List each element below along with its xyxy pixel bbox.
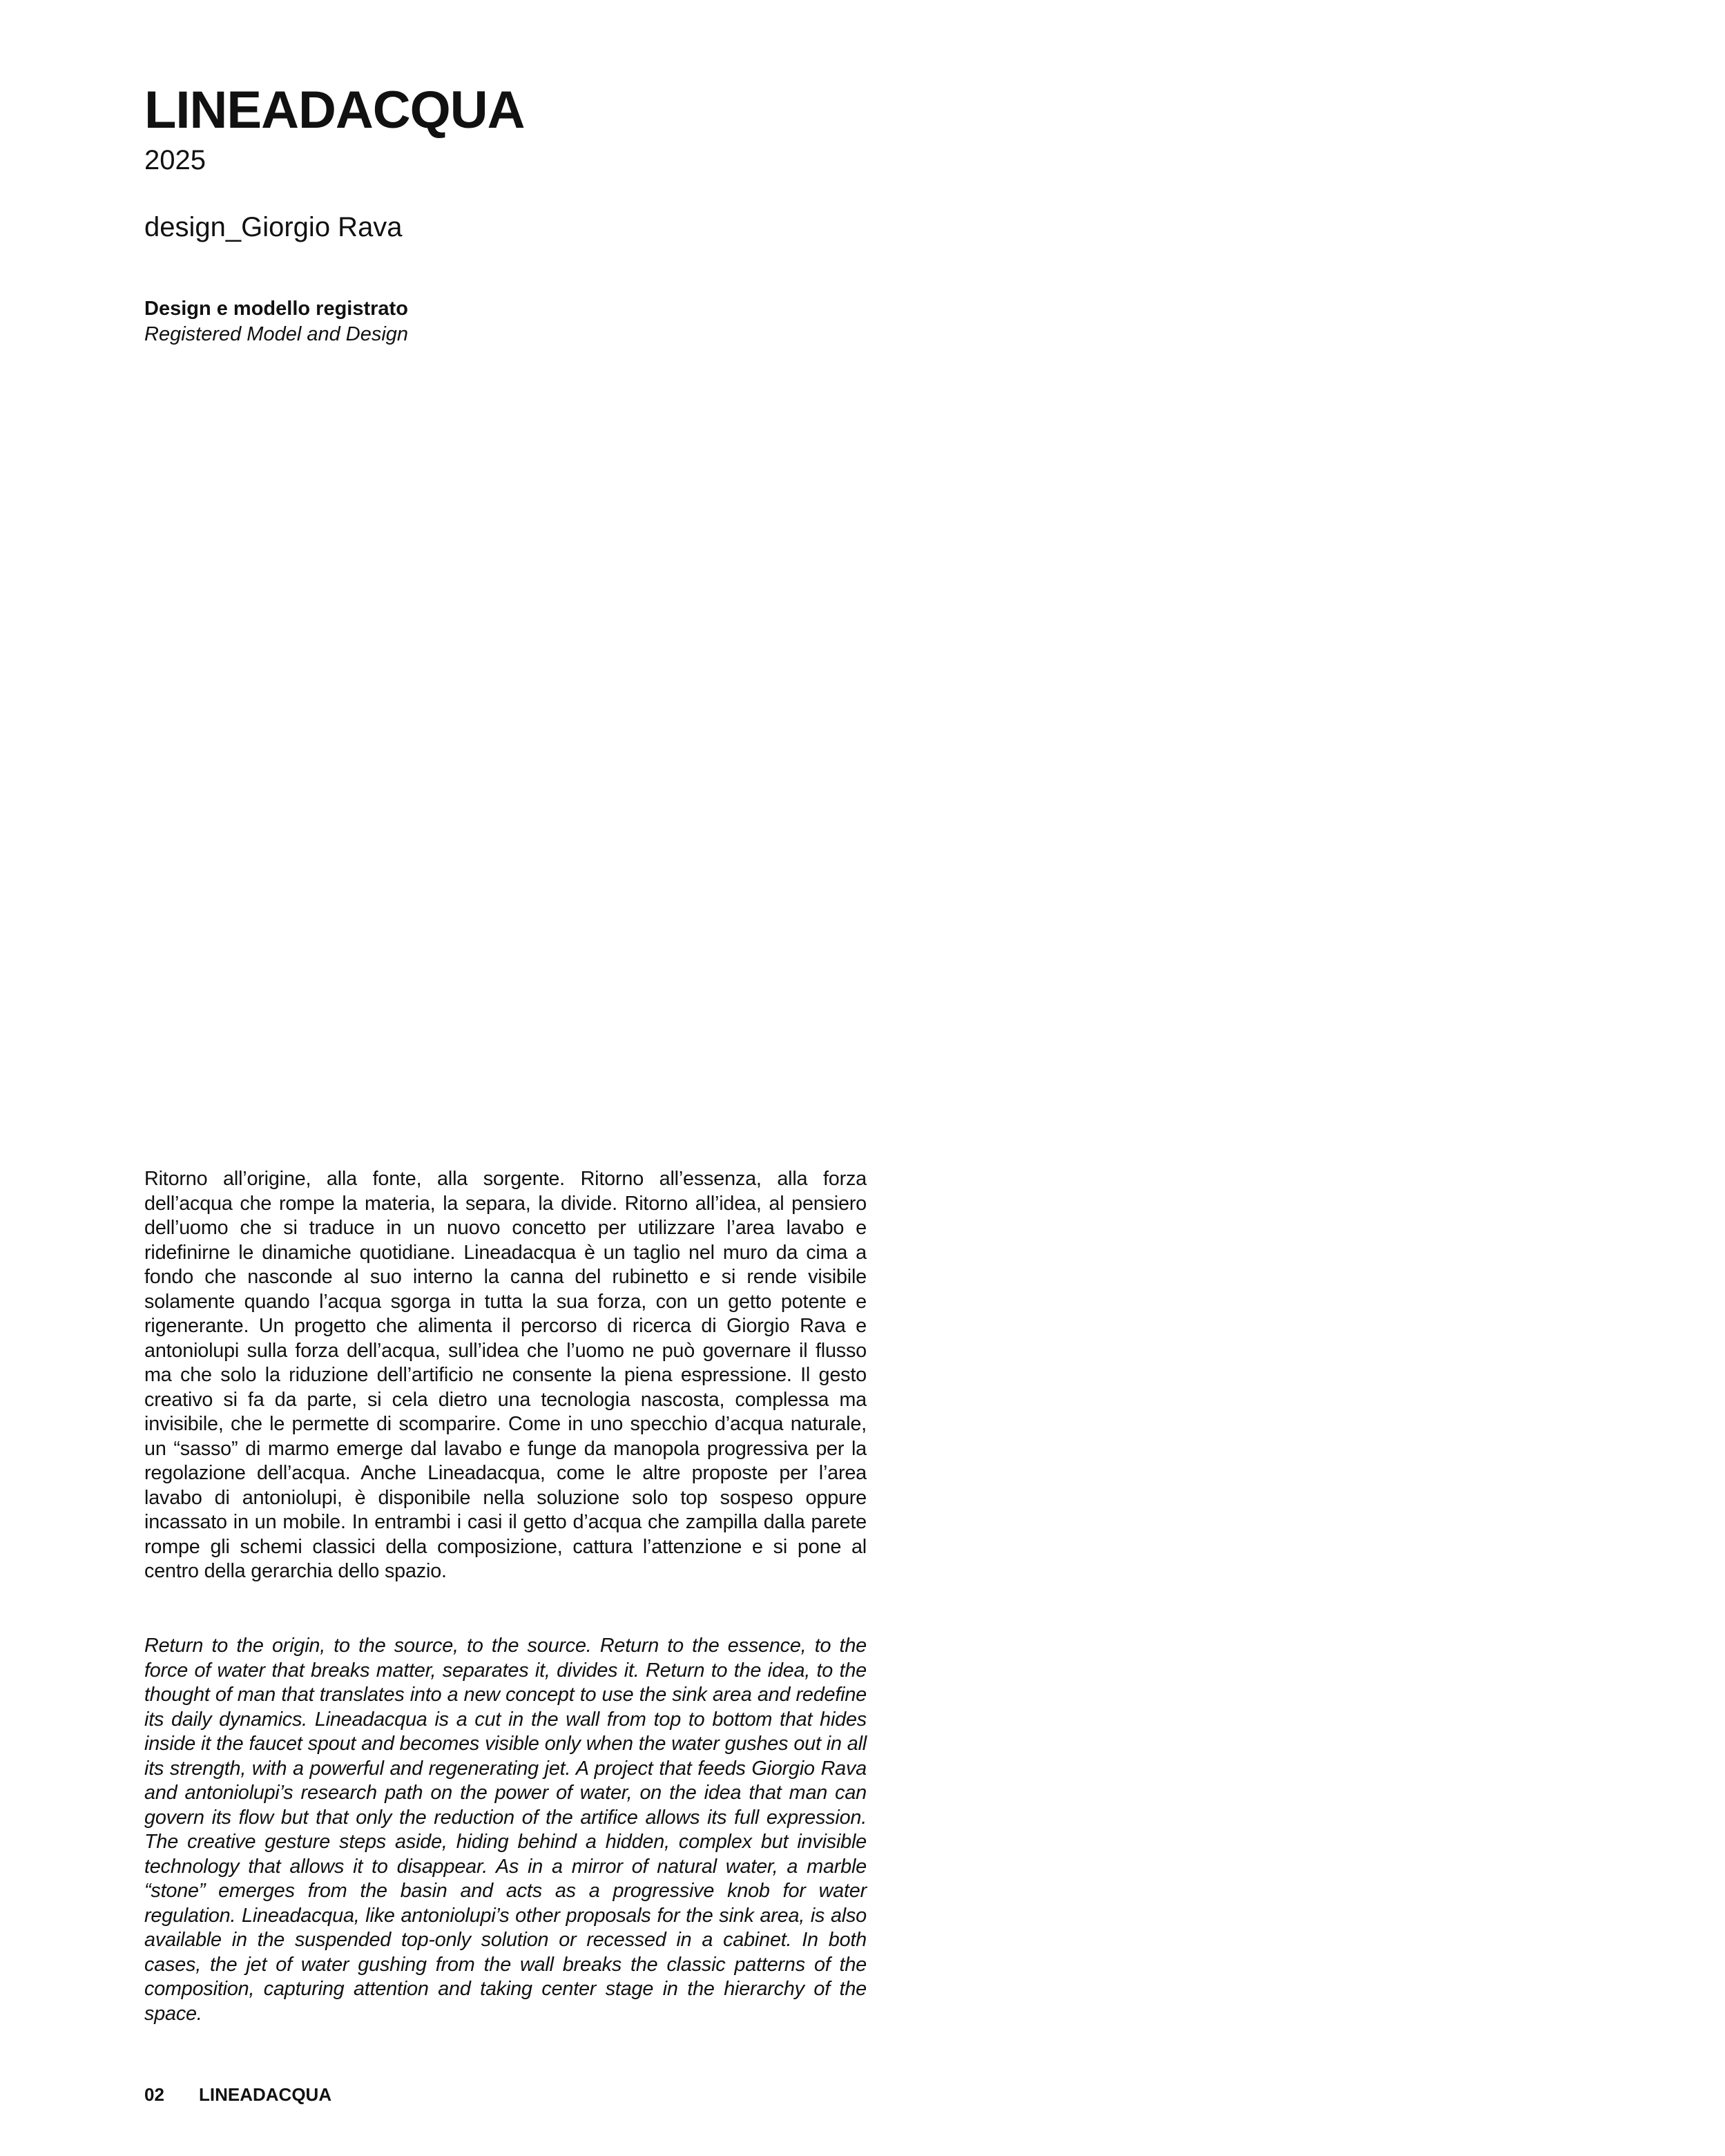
footer-section-title: LINEADACQUA xyxy=(199,2084,332,2105)
page-number: 02 xyxy=(144,2084,164,2105)
description-italian: Ritorno all’origine, alla fonte, alla sorgente. Ritorno all’essenza, alla forza dell’acqua che rompe la materia, la separa, la divide. Ritorno all’idea, al pensiero dell’uomo che si traduce in un nuovo concetto per utilizzare l’area lavabo e ridefinirne le dinamiche quotidiane. Lineadacqua è un taglio nel muro da cima a fondo che nasconde al suo interno la canna del rubinetto e si rende visibile solamente quando l’acqua sgorga in tutta la sua forza, con un getto potente e rigenerante. Un progetto che alimenta il percorso di ricerca di Giorgio Rava e antoniolupi sulla forza dell’acqua, sull’idea che l’uomo ne può governare il flusso ma che solo la riduzione dell’artificio ne consente la piena espressione. Il gesto creativo si fa da parte, si cela dietro una tecnologia nascosta, complessa ma invisibile, che le permette di scomparire. Come in uno specchio d’acqua naturale, un “sasso” di marmo emerge dal lavabo e funge da manopola progressiva per la regolazione dell’acqua. Anche Lineadacqua, come le altre proposte per l’area lavabo di antoniolupi, è disponibile nella soluzione solo top sospeso oppure incassato in un mobile. In entrambi i casi il getto d’acqua che zampilla dalla parete rompe gli schemi classici della composizione, cattura l’attenzione e si pone al centro della gerarchia dello spazio. xyxy=(144,1168,867,1582)
page-footer xyxy=(144,2086,331,2104)
description-english: Return to the origin, to the source, to the source. Return to the essence, to the force of water that breaks matter, separates it, divides it. Return to the idea, to the thought of man that translates into a new concept to use the sink area and redefine its daily dynamics. Lineadacqua is a cut in the wall from top to bottom that hides inside it the faucet spout and becomes visible only when the water gushes out in all its strength, with a powerful and regenerating jet. A project that feeds Giorgio Rava and antoniolupi’s research path on the power of water, on the idea that man can govern its flow but that only the reduction of the artifice allows its full expression. The creative gesture steps aside, hiding behind a hidden, complex but invisible technology that allows it to disappear. As in a mirror of natural water, a marble “stone” emerges from the basin and acts as a progressive knob for water regulation. Lineadacqua, like antoniolupi’s other proposals for the sink area, is also available in the suspended top-only solution or recessed in a cabinet. In both cases, the jet of water gushing from the wall breaks the classic patterns of the composition, capturing attention and taking center stage in the hierarchy of the space. xyxy=(144,1635,867,2025)
registration-english: Registered Model and Design xyxy=(144,323,409,345)
page-title: LINEADACQUA xyxy=(144,81,525,139)
year-label: 2025 xyxy=(144,145,206,175)
designer-credit: design_Giorgio Rava xyxy=(144,212,403,242)
registration-italian: Design e modello registrato xyxy=(144,298,408,320)
